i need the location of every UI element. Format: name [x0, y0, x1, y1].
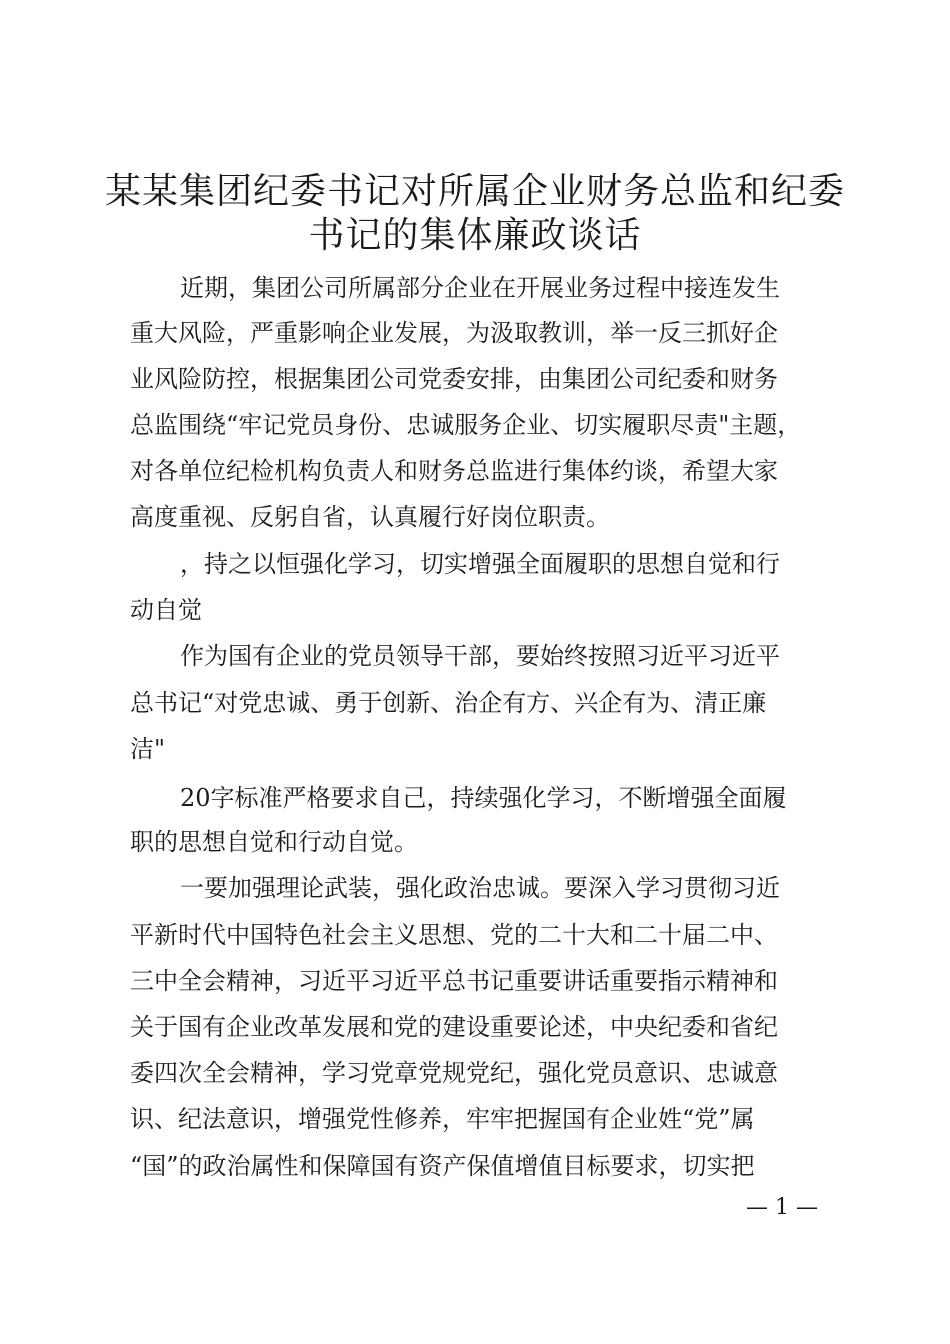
body-line: 对各单位纪检机构负责人和财务总监进行集体约谈，希望大家	[130, 457, 778, 485]
body-line: 识、纪法意识，增强党性修养，牢牢把握国有企业姓“党”属	[130, 1105, 755, 1133]
body-line: 近期，集团公司所属部分企业在开展业务过程中接连发生	[180, 274, 780, 302]
body-line: 委四次全会精神，学习党章党规党纪，强化党员意识、忠诚意	[130, 1059, 778, 1087]
body-line: 一要加强理论武装，强化政治忠诚。要深入学习贯彻习近	[180, 874, 780, 902]
body-line: 洁"	[130, 735, 166, 763]
body-line: 作为国有企业的党员领导干部，要始终按照习近平习近平	[180, 642, 780, 670]
body-line: 平新时代中国特色社会主义思想、党的二十大和二十届二中、	[130, 921, 778, 949]
body-line: 三中全会精神，习近平习近平总书记重要讲话重要指示精神和	[130, 967, 778, 995]
body-line: 高度重视、反躬自省，认真履行好岗位职责。	[130, 503, 610, 531]
body-line: 业风险防控，根据集团公司党委安排，由集团公司纪委和财务	[130, 365, 778, 393]
body-line: 动自觉	[130, 596, 202, 624]
document-title-line-2: 书记的集体廉政谈话	[308, 215, 642, 256]
body-line: 重大风险，严重影响企业发展，为汲取教训，举一反三抓好企	[130, 319, 778, 347]
page-number: — 1 —	[746, 1195, 818, 1220]
body-line: 总书记“对党忠诚、勇于创新、治企有方、兴企有为、清正廉	[130, 689, 767, 717]
body-line: “国”的政治属性和保障国有资产保值增值目标要求，切实把	[130, 1152, 755, 1180]
body-line: 关于国有企业改革发展和党的建设重要论述，中央纪委和省纪	[130, 1013, 778, 1041]
body-line: ，持之以恒强化学习，切实增强全面履职的思想自觉和行	[180, 550, 780, 578]
body-line: 20字标准严格要求自己，持续强化学习，不断增强全面履	[180, 784, 787, 812]
body-line: 总监围绕“牢记党员身份、忠诚服务企业、切实履职尽责"主题，	[130, 411, 802, 439]
body-line: 职的思想自觉和行动自觉。	[130, 828, 418, 856]
document-title-line-1: 某某集团纪委书记对所属企业财务总监和纪委	[104, 171, 845, 212]
